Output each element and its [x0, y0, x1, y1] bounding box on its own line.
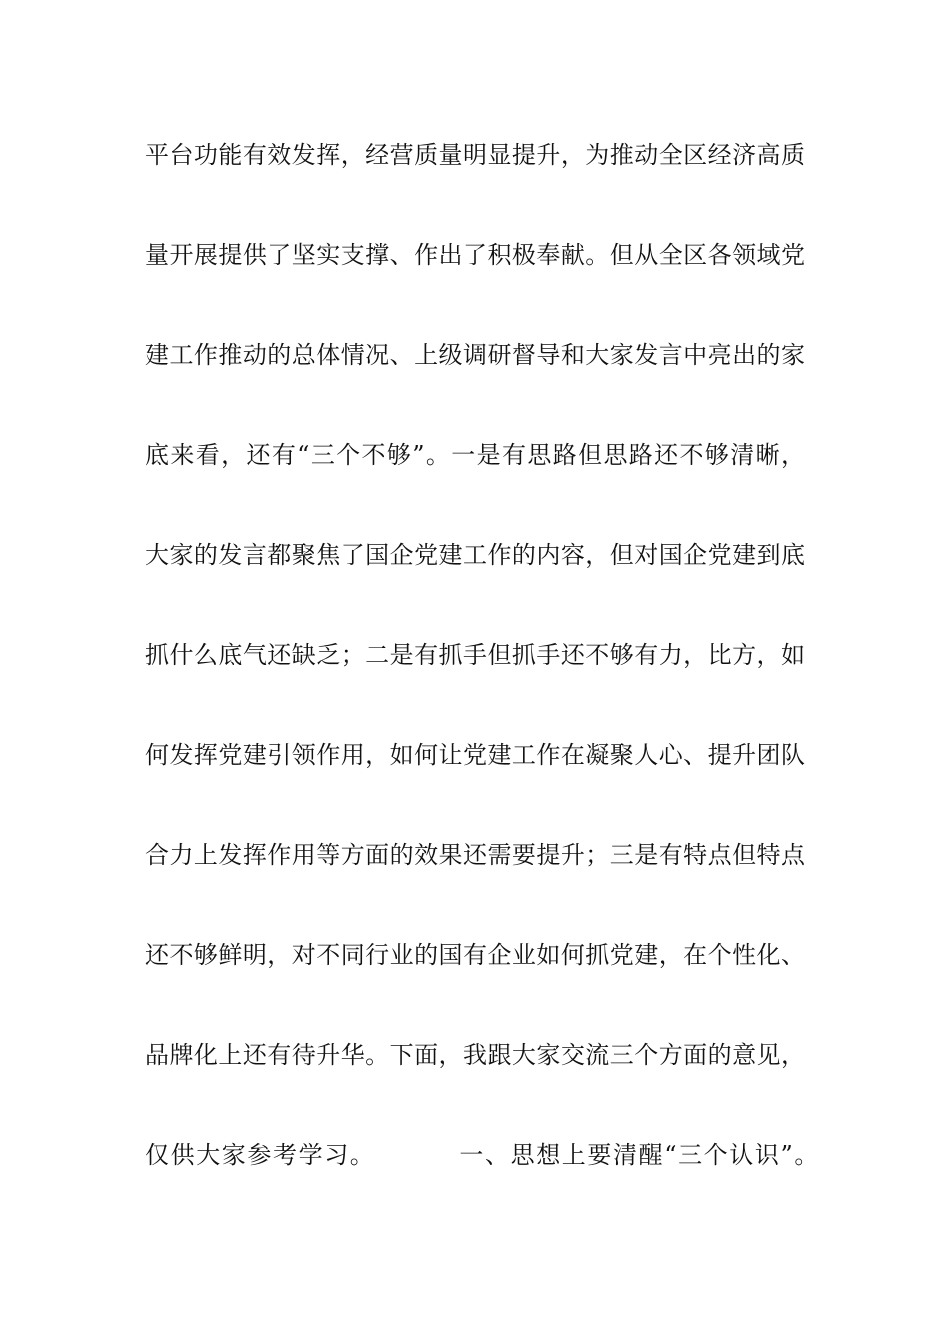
paragraph-line-1: 平台功能有效发挥，经营质量明显提升，为推动全区经济高质 — [145, 141, 805, 169]
paragraph-line-7: 何发挥党建引领作用，如何让党建工作在凝聚人心、提升团队 — [145, 741, 805, 769]
paragraph-last-line — [145, 1135, 820, 1175]
closing-text: 仅供大家参考学习。 — [145, 1141, 376, 1169]
paragraph-line-4: 底来看，还有“三个不够”。一是有思路但思路还不够清晰， — [145, 441, 805, 469]
paragraph-line-9: 还不够鲜明，对不同行业的国有企业如何抓党建，在个性化、 — [145, 941, 805, 969]
section-heading: 一、思想上要清醒“三个认识”。 — [459, 1141, 820, 1169]
paragraph-line-6: 抓什么底气还缺乏；二是有抓手但抓手还不够有力，比方，如 — [145, 641, 805, 669]
paragraph-line-2: 量开展提供了坚实支撑、作出了积极奉献。但从全区各领域党 — [145, 241, 805, 269]
paragraph-line-5: 大家的发言都聚焦了国企党建工作的内容，但对国企党建到底 — [145, 541, 805, 569]
paragraph-line-3: 建工作推动的总体情况、上级调研督导和大家发言中亮出的家 — [145, 341, 805, 369]
paragraph-line-10: 品牌化上还有待升华。下面，我跟大家交流三个方面的意见， — [145, 1041, 805, 1069]
paragraph-line-8: 合力上发挥作用等方面的效果还需要提升；三是有特点但特点 — [145, 841, 805, 869]
